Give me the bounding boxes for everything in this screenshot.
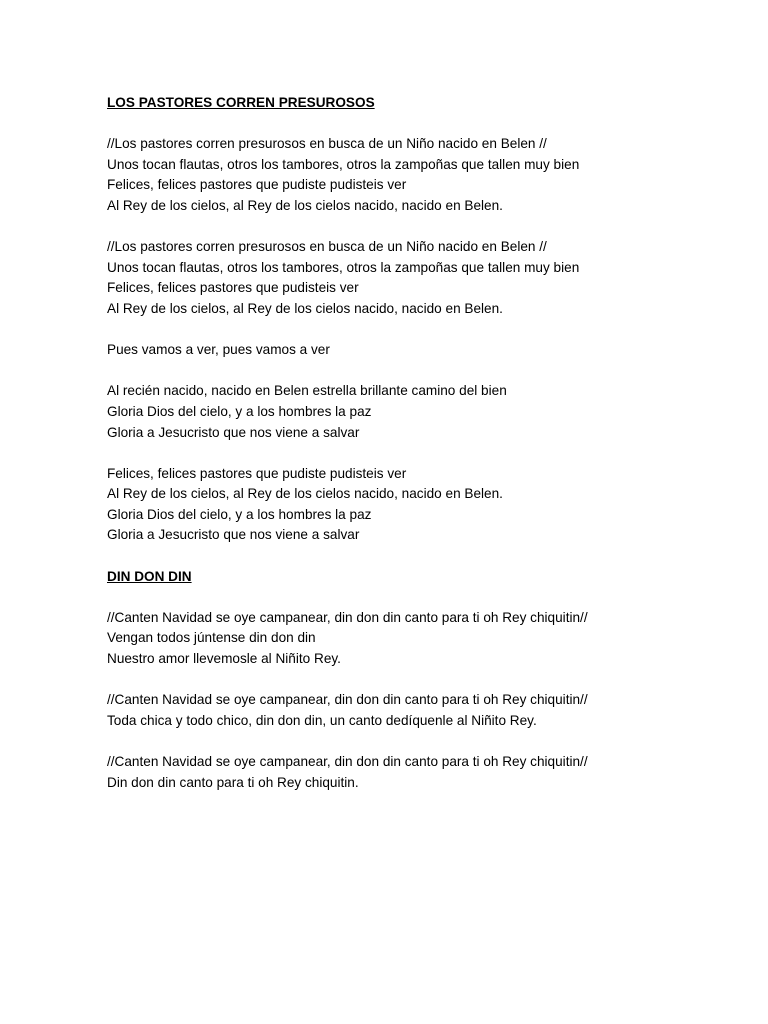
lyric-line: Felices, felices pastores que pudisteis ver: [107, 280, 359, 296]
stanza: [107, 608, 747, 670]
lyric-line: Nuestro amor llevemosle al Niñito Rey.: [107, 651, 341, 667]
document-page: [107, 93, 747, 793]
lyric-line: Pues vamos a ver, pues vamos a ver: [107, 342, 330, 358]
stanza: [107, 237, 747, 319]
stanza: [107, 690, 747, 731]
lyric-line: Gloria Dios del cielo, y a los hombres la paz: [107, 403, 372, 419]
stanza: [107, 752, 747, 793]
lyric-line: Unos tocan flautas, otros los tambores, otros la zampoñas que tallen muy bien: [107, 156, 580, 172]
lyric-line: Al Rey de los cielos, al Rey de los cielos nacido, nacido en Belen.: [107, 197, 503, 213]
lyric-line: Unos tocan flautas, otros los tambores, otros la zampoñas que tallen muy bien: [107, 259, 580, 275]
song-los-pastores: [107, 93, 747, 546]
song-din-don-din: [107, 567, 747, 794]
lyric-line: //Canten Navidad se oye campanear, din don din canto para ti oh Rey chiquitin//: [107, 754, 588, 769]
lyric-line: Felices, felices pastores que pudiste pudisteis ver: [107, 465, 407, 481]
stanza: [107, 134, 747, 216]
lyric-line: Gloria a Jesucristo que nos viene a salvar: [107, 424, 360, 440]
lyric-line: //Los pastores corren presurosos en busca de un Niño nacido en Belen //: [107, 239, 547, 255]
stanza: [107, 381, 747, 443]
lyric-line: Al Rey de los cielos, al Rey de los cielos nacido, nacido en Belen.: [107, 486, 503, 502]
lyric-line: //Los pastores corren presurosos en busca de un Niño nacido en Belen //: [107, 136, 547, 152]
lyric-line: Vengan todos júntense din don din: [107, 630, 316, 646]
lyric-line: Al Rey de los cielos, al Rey de los cielos nacido, nacido en Belen.: [107, 300, 503, 316]
lyric-line: Din don din canto para ti oh Rey chiquitin.: [107, 774, 359, 790]
lyric-line: Felices, felices pastores que pudiste pudisteis ver: [107, 177, 407, 193]
lyric-line: //Canten Navidad se oye campanear, din don din canto para ti oh Rey chiquitin//: [107, 609, 588, 625]
stanza: [107, 464, 747, 546]
song-title: LOS PASTORES CORREN PRESUROSOS: [107, 95, 375, 110]
lyric-line: Al recién nacido, nacido en Belen estrella brillante camino del bien: [107, 383, 507, 399]
lyric-line: Toda chica y todo chico, din don din, un canto dedíquenle al Niñito Rey.: [107, 712, 537, 728]
stanza: [107, 340, 747, 361]
lyric-line: Gloria a Jesucristo que nos viene a salvar: [107, 527, 360, 543]
lyric-line: Gloria Dios del cielo, y a los hombres la paz: [107, 506, 372, 522]
song-title: DIN DON DIN: [107, 568, 192, 584]
lyric-line: //Canten Navidad se oye campanear, din don din canto para ti oh Rey chiquitin//: [107, 692, 588, 708]
